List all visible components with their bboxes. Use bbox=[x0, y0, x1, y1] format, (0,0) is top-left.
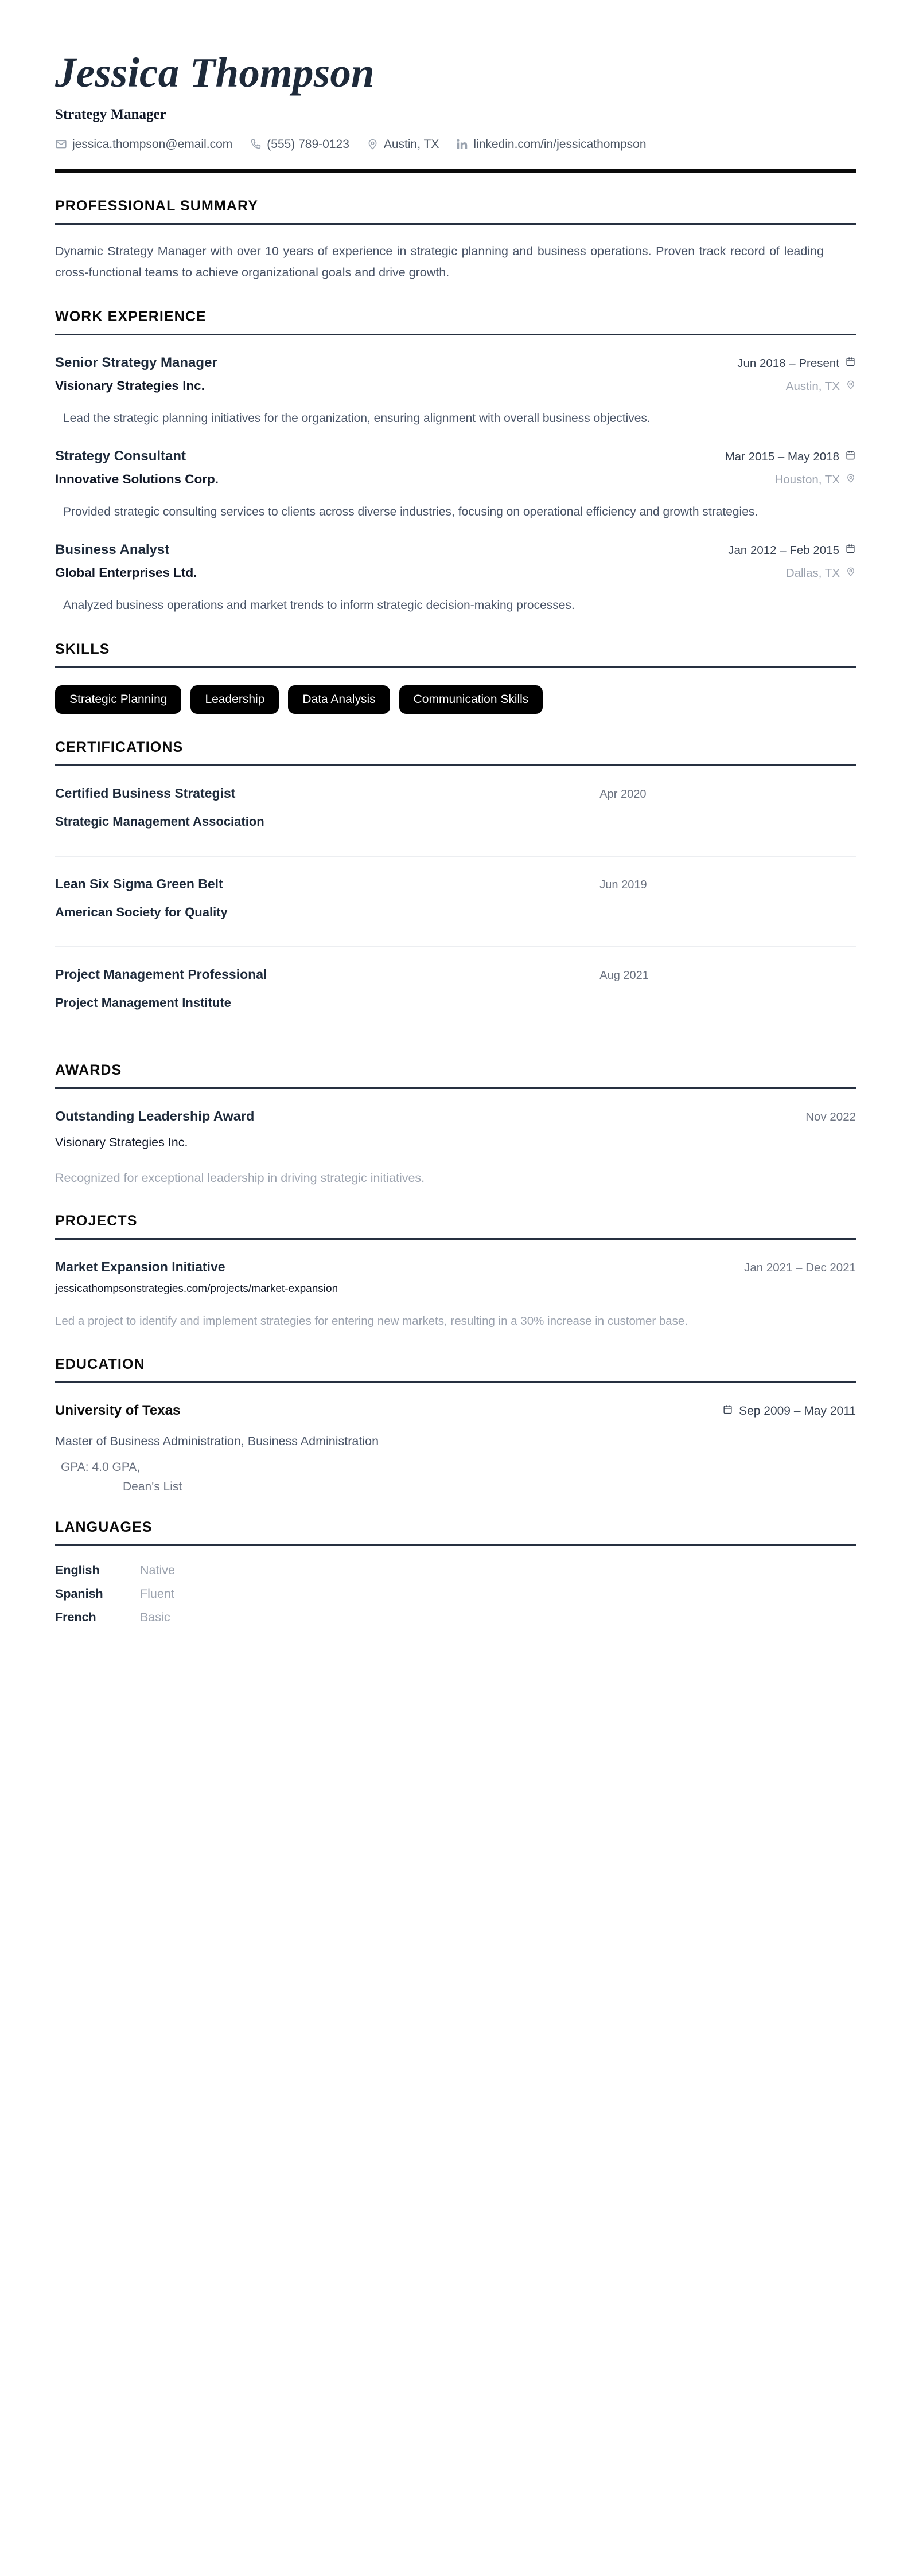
certification-item bbox=[55, 857, 856, 947]
certification-issuer: American Society for Quality bbox=[55, 905, 228, 920]
section-divider bbox=[55, 1544, 856, 1546]
language-item bbox=[55, 1610, 856, 1625]
certification-name: Lean Six Sigma Green Belt bbox=[55, 876, 223, 892]
resume-header bbox=[55, 49, 856, 173]
job-dates-text: Jan 2012 – Feb 2015 bbox=[728, 543, 839, 557]
section-work-experience bbox=[55, 309, 856, 616]
job-dates bbox=[728, 543, 856, 557]
linkedin-icon bbox=[456, 138, 468, 150]
gpa-honors: Dean's List bbox=[123, 1480, 182, 1494]
language-level: Basic bbox=[140, 1610, 170, 1625]
contact-location-text: Austin, TX bbox=[383, 137, 439, 151]
section-divider bbox=[55, 666, 856, 668]
job-location-text: Dallas, TX bbox=[785, 566, 840, 580]
language-item bbox=[55, 1563, 856, 1578]
section-projects bbox=[55, 1213, 856, 1331]
job-description: Provided strategic consulting services to clients across diverse industries, focusing on operational efficiency and growth strategies. bbox=[63, 505, 758, 518]
certification-name: Certified Business Strategist bbox=[55, 786, 236, 801]
job-title: Business Analyst bbox=[55, 541, 170, 557]
section-languages bbox=[55, 1519, 856, 1625]
job-location bbox=[774, 473, 856, 487]
section-education bbox=[55, 1356, 856, 1494]
summary-text: Dynamic Strategy Manager with over 10 years of experience in strategic planning and business operations. Proven track record of leading cross-functional teams to achieve organizational goals and drive growth. bbox=[55, 244, 824, 279]
location-pin-icon bbox=[846, 567, 856, 580]
contact-email-text: jessica.thompson@email.com bbox=[72, 137, 233, 151]
project-url[interactable]: jessicathompsonstrategies.com/projects/market-expansion bbox=[55, 1283, 338, 1295]
experience-item bbox=[55, 448, 856, 522]
header-divider bbox=[55, 169, 856, 173]
envelope-icon bbox=[55, 138, 67, 150]
job-description: Lead the strategic planning initiatives for the organization, ensuring alignment with overall business objectives. bbox=[63, 411, 651, 425]
award-description: Recognized for exceptional leadership in driving strategic initiatives. bbox=[55, 1171, 425, 1185]
job-dates bbox=[725, 450, 856, 464]
job-dates-text: Jun 2018 – Present bbox=[737, 356, 839, 370]
language-name: French bbox=[55, 1610, 96, 1625]
job-title: Strategy Consultant bbox=[55, 448, 186, 464]
contact-phone-text: (555) 789-0123 bbox=[267, 137, 349, 151]
language-item bbox=[55, 1587, 856, 1601]
education-dates-text: Sep 2009 – May 2011 bbox=[739, 1404, 856, 1418]
page-title: Jessica Thompson bbox=[55, 49, 375, 96]
section-heading: SKILLS bbox=[55, 641, 110, 658]
contact-email[interactable] bbox=[55, 138, 232, 151]
skill-badge: Leadership bbox=[190, 685, 279, 714]
section-certifications bbox=[55, 739, 856, 1037]
section-professional-summary bbox=[55, 198, 856, 283]
experience-item bbox=[55, 542, 856, 616]
award-date: Nov 2022 bbox=[805, 1110, 856, 1124]
certification-date: Aug 2021 bbox=[599, 969, 649, 982]
certification-issuer: Project Management Institute bbox=[55, 996, 231, 1010]
school-name: University of Texas bbox=[55, 1403, 181, 1419]
certification-date: Jun 2019 bbox=[599, 879, 647, 892]
award-name: Outstanding Leadership Award bbox=[55, 1109, 255, 1124]
section-heading: CERTIFICATIONS bbox=[55, 739, 184, 756]
skill-badge: Strategic Planning bbox=[55, 685, 181, 714]
project-dates: Jan 2021 – Dec 2021 bbox=[744, 1261, 856, 1275]
section-divider bbox=[55, 1381, 856, 1383]
contact-linkedin[interactable] bbox=[456, 138, 646, 151]
education-dates bbox=[722, 1404, 856, 1418]
section-heading: LANGUAGES bbox=[55, 1519, 153, 1536]
section-awards bbox=[55, 1062, 856, 1188]
skill-badge: Communication Skills bbox=[399, 685, 543, 714]
skill-badge: Data Analysis bbox=[288, 685, 390, 714]
contact-linkedin-text: linkedin.com/in/jessicathompson bbox=[473, 137, 647, 151]
section-divider bbox=[55, 1238, 856, 1240]
language-level: Native bbox=[140, 1563, 175, 1578]
phone-icon bbox=[250, 138, 262, 150]
project-name: Market Expansion Initiative bbox=[55, 1259, 225, 1275]
job-location-text: Houston, TX bbox=[774, 473, 840, 486]
job-location-text: Austin, TX bbox=[785, 379, 840, 393]
calendar-icon bbox=[845, 543, 856, 557]
company-name: Innovative Solutions Corp. bbox=[55, 471, 219, 486]
job-dates bbox=[737, 356, 856, 370]
language-name: English bbox=[55, 1563, 100, 1578]
contact-location bbox=[367, 138, 439, 151]
education-item bbox=[55, 1403, 856, 1494]
section-heading: PROJECTS bbox=[55, 1213, 138, 1230]
section-skills bbox=[55, 641, 856, 714]
page-bottom-spacer bbox=[55, 1634, 856, 2058]
section-divider bbox=[55, 1087, 856, 1089]
degree-name: Master of Business Administration, Business Administration bbox=[55, 1434, 379, 1449]
job-title: Senior Strategy Manager bbox=[55, 354, 217, 370]
certification-date: Apr 2020 bbox=[599, 788, 647, 801]
location-pin-icon bbox=[367, 138, 379, 150]
experience-item bbox=[55, 355, 856, 429]
job-location bbox=[786, 380, 856, 393]
gpa-label: GPA: bbox=[61, 1461, 89, 1474]
certification-item bbox=[55, 947, 856, 1037]
award-issuer: Visionary Strategies Inc. bbox=[55, 1135, 188, 1150]
job-dates-text: Mar 2015 – May 2018 bbox=[725, 450, 839, 463]
contact-row bbox=[55, 138, 856, 151]
professional-headline: Strategy Manager bbox=[55, 106, 166, 122]
job-location bbox=[786, 567, 856, 580]
location-pin-icon bbox=[846, 380, 856, 393]
certification-issuer: Strategic Management Association bbox=[55, 814, 264, 829]
section-heading: WORK EXPERIENCE bbox=[55, 308, 207, 325]
gpa-value: 4.0 GPA, bbox=[92, 1461, 141, 1474]
skill-list bbox=[55, 685, 856, 714]
company-name: Visionary Strategies Inc. bbox=[55, 378, 205, 393]
project-description: Led a project to identify and implement strategies for entering new markets, resulting in a 30% increase in customer base. bbox=[55, 1314, 688, 1328]
section-heading: AWARDS bbox=[55, 1062, 122, 1079]
certification-name: Project Management Professional bbox=[55, 967, 267, 982]
language-list bbox=[55, 1563, 856, 1625]
company-name: Global Enterprises Ltd. bbox=[55, 565, 197, 580]
project-item bbox=[55, 1259, 856, 1331]
section-heading: EDUCATION bbox=[55, 1356, 145, 1373]
calendar-icon bbox=[722, 1404, 733, 1418]
certification-item bbox=[55, 766, 856, 857]
language-level: Fluent bbox=[140, 1587, 174, 1601]
education-gpa bbox=[55, 1461, 856, 1494]
section-divider bbox=[55, 334, 856, 335]
award-item bbox=[55, 1109, 856, 1188]
section-divider bbox=[55, 223, 856, 225]
calendar-icon bbox=[845, 356, 856, 370]
contact-phone[interactable] bbox=[250, 138, 349, 151]
location-pin-icon bbox=[846, 473, 856, 487]
section-heading: PROFESSIONAL SUMMARY bbox=[55, 197, 258, 214]
calendar-icon bbox=[845, 450, 856, 464]
language-name: Spanish bbox=[55, 1587, 103, 1601]
job-description: Analyzed business operations and market trends to inform strategic decision-making processes. bbox=[63, 598, 575, 612]
